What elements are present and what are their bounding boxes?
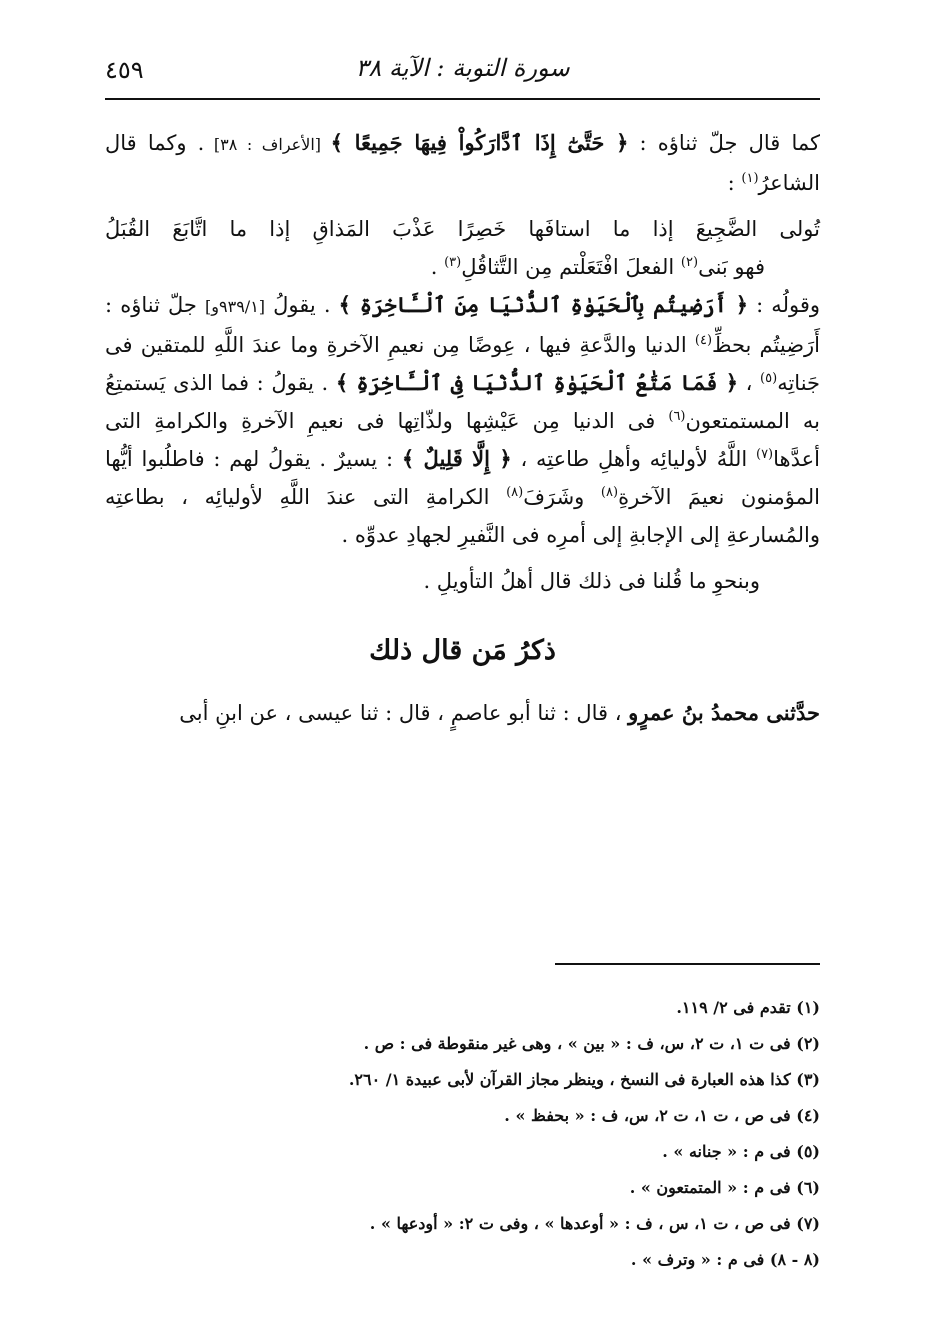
paragraph-4 [105,694,820,732]
poetry-verse: تُولى الضَّجِيعَ إذا ما استافَها خَصِرًا عَذْبَ المَذاقِ إذا ما اتَّابَعَ القُبَلُ [105,217,820,241]
text-run: . يقولُ [265,293,339,317]
text-run: جلّ ثناؤه : أَرَضِيتُم بحظِّ [105,293,821,357]
footnote-marker: (٣) [444,255,462,270]
page-header [105,50,820,94]
footnote-marker: (٥) [760,371,778,386]
footnote: (٧) فى ص ، ت ١، س ، ف : « أوعدها » ، وفى ت ٢: « أودعها » . [369,1214,820,1233]
footnote-marker: (١) [741,171,759,186]
narration-lead: حدَّثنى محمدُ بنُ عمرٍو [628,700,820,725]
poetry-comment [105,248,820,286]
text-run: وقولُه : [748,293,820,317]
text-run: . [430,255,445,279]
footnote: (٣) كذا هذه العبارة فى النسخ ، وينظر مجاز القرآن لأبى عبيدة ١/ ٢٦٠. [348,1070,820,1089]
footnote-divider [555,963,820,965]
footnote-marker: (٤) [694,333,713,348]
quran-quote: ﴿ فَمَا مَتَٰعُ ٱلْحَيَوٰةِ ٱلدُّنْيَا فِى ٱلْـَٔاخِرَةِ ﴾ [335,370,739,395]
text-run: . يقولُ : فما الذى يَستمتِعُ به المستمتعون [105,371,820,433]
manuscript-marker: [٩٣٩/١و] [205,297,266,316]
header-divider [105,98,820,100]
text-run: كما قال جلّ ثناؤه : [628,131,821,155]
surah-reference: [الأعراف : ٣٨] [204,135,331,154]
page-number: ٤٥٩ [105,56,144,84]
text-run: ، [738,371,761,395]
quran-quote: ﴿ أَرَضِيتُم بِٱلْحَيَوٰةِ ٱلدُّنْيَا مِنَ ٱلْـَٔاخِرَةِ ﴾ [338,292,748,317]
footnote-marker: (٨) [600,485,619,500]
text-run: فهو بَنى [698,255,765,279]
text-run: فى الدنيا مِن عَيْشِها ولذّاتِها فى نعيمِ الآخرةِ والكرامةِ التى أعدَّها [105,409,820,471]
paragraph-2 [105,286,820,554]
text-run: الكرامةِ التى عندَ اللَّهِ لأوليائِه ، بطاعتِه والمُسارعةِ إلى الإجابةِ إلى أمرِه فى النَّفيرِ لجهادِ عدوِّه . [105,485,820,547]
footnote: (٢) فى ت ١، ت ٢، س، ف : « بين » ، وهى غير منقوطة فى : ص . [363,1034,820,1053]
text-run: اللَّهُ لأوليائِه وأهلِ طاعتِه ، [511,447,756,471]
text-run: وشَرَفَ [523,485,601,509]
text-run: . وكما قال الشاعرُ [105,131,820,195]
quran-quote: ﴿ إِلَّا قَلِيلٌ ﴾ [401,446,512,471]
footnote-marker: (٨) [506,485,524,500]
text-run: الدنيا والدَّعةِ فيها ، عِوضًا مِن نعيمِ الآخرةِ وما عندَ اللَّهِ للمتقين فى جَناتِه [105,333,821,395]
footnote: (٦) فى م : « المتمتعون » . [629,1178,820,1197]
footnote-marker: (٢) [680,255,699,270]
paragraph-3: وبنحوِ ما قُلنا فى ذلك قال أهلُ التأويلِ . [423,569,760,593]
text-run: : يسيرٌ . يقولُ لهم : فاطلُبوا أيُّها المؤمنون نعيمَ الآخرةِ [105,447,821,509]
text-run: الفعلَ افْتَعَلْتم مِن التَّثاقُلِ [461,255,681,279]
footnotes [105,990,820,1278]
main-text [105,124,820,740]
text-run: ، قال : ثنا أبو عاصمٍ ، قال : ثنا عيسى ، عن ابنِ أبى [179,701,629,725]
footnote-marker: (٧) [755,447,774,462]
footnote-marker: (٦) [668,409,686,424]
quran-quote: ﴿ حَتَّىٰٓ إِذَا ٱدَّارَكُواْ فِيهَا جَمِيعًا ﴾ [330,130,629,155]
footnote: (٤) فى ص ، ت ١، ت ٢، س، ف : « بحفظ » . [504,1106,820,1125]
running-title: سورة التوبة : الآية ٣٨ [355,54,570,82]
paragraph-1 [105,124,820,202]
footnote: (١) تقدم فى ٢/ ١١٩. [676,998,820,1017]
text-run: : [727,171,742,195]
section-heading: ذكرُ مَن قال ذلك [369,635,556,666]
footnote: (٥) فى م : « جنانه » . [662,1142,820,1161]
footnote: (٨ - ٨) فى م : « وترف » . [630,1250,820,1269]
